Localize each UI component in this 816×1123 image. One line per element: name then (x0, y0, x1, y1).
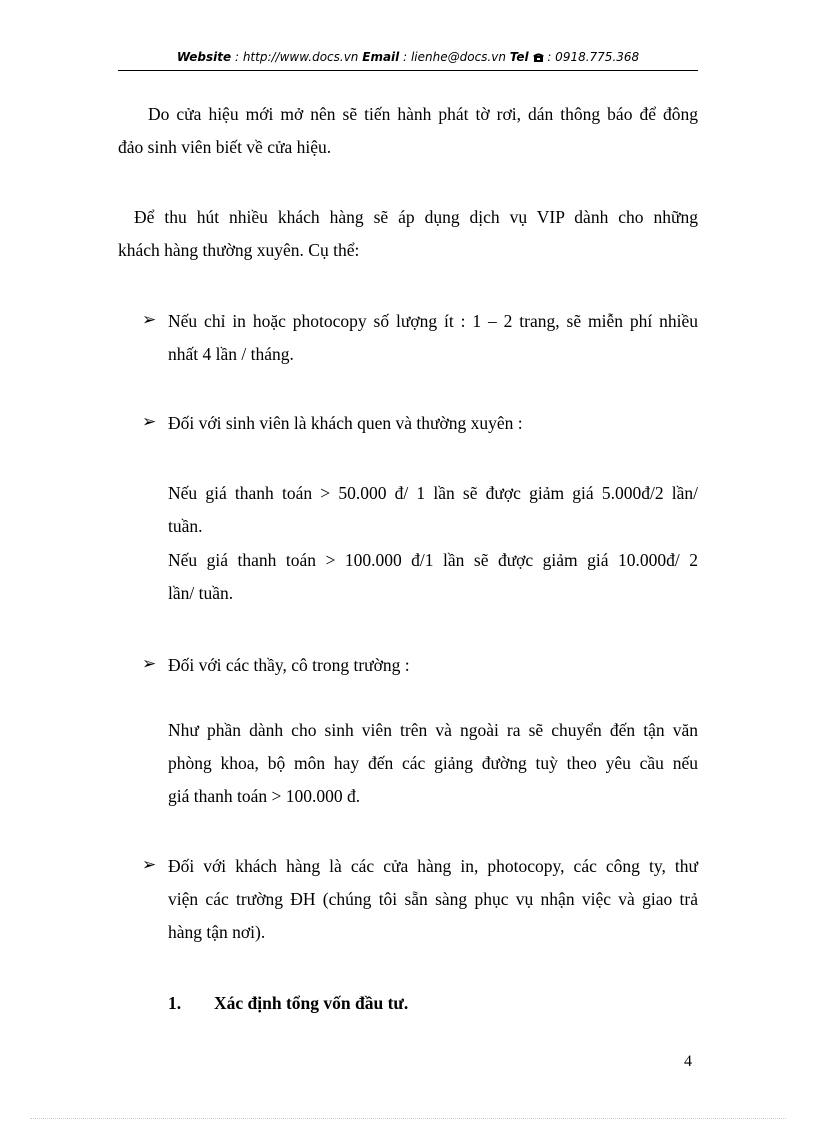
text-line: tuần. (168, 516, 203, 536)
bullet-arrow-icon: ➢ (142, 310, 157, 329)
text-line: Đối với các thầy, cô trong trường : (168, 655, 410, 675)
text-line: hàng tận nơi). (168, 922, 266, 942)
text-line: khách hàng thường xuyên. Cụ thể: (118, 240, 360, 260)
section-number: 1. (168, 993, 182, 1013)
page-bottom-border (30, 1118, 786, 1119)
email-value: : lienhe@docs.vn (403, 50, 506, 64)
text-line: Để thu hút nhiều khách hàng sẽ áp dụng dịch vụ VIP dành cho những (134, 207, 698, 227)
bullet-arrow-icon: ➢ (142, 654, 157, 673)
text-line: Đối với sinh viên là khách quen và thường xuyên : (168, 413, 523, 433)
text-line: giá thanh toán > 100.000 đ. (168, 786, 361, 806)
website-value: : http://www.docs.vn (234, 50, 359, 64)
text-line: Do cửa hiệu mới mở nên sẽ tiến hành phát tờ rơi, dán thông báo để đông (148, 104, 698, 124)
text-line: Nếu giá thanh toán > 100.000 đ/1 lần sẽ được giảm giá 10.000đ/ 2 (168, 550, 698, 570)
tel-label: Tel (509, 50, 529, 64)
text-line: Đối với khách hàng là các cửa hàng in, photocopy, các công ty, thư (168, 856, 698, 876)
bullet-item-students (168, 407, 698, 440)
text-line: viện các trường ĐH (chúng tôi sẵn sàng phục vụ nhận việc và giao trả (168, 889, 698, 909)
page-number: 4 (684, 1053, 692, 1070)
paragraph-vip (118, 201, 698, 267)
paragraph-flyers (118, 98, 698, 164)
section-heading: Xác định tổng vốn đầu tư. (214, 993, 409, 1013)
teachers-detail (168, 714, 698, 813)
text-line: nhất 4 lần / tháng. (168, 344, 294, 364)
bullet-item-businesses (168, 850, 698, 949)
bullet-item-photocopy (168, 305, 698, 371)
bullet-arrow-icon: ➢ (142, 412, 157, 431)
bullet-arrow-icon: ➢ (142, 855, 157, 874)
text-line: phòng khoa, bộ môn hay đến các giảng đường tuỳ theo yêu cầu nếu (168, 753, 698, 773)
text-line: đảo sinh viên biết về cửa hiệu. (118, 137, 332, 157)
tel-value: : 0918.775.368 (547, 50, 640, 64)
text-line: lần/ tuần. (168, 583, 234, 603)
text-line: Nếu giá thanh toán > 50.000 đ/ 1 lần sẽ được giảm giá 5.000đ/2 lần/ (168, 483, 698, 503)
phone-icon (533, 51, 544, 61)
text-line: Như phần dành cho sinh viên trên và ngoài ra sẽ chuyển đến tận văn (168, 720, 698, 740)
header-divider (118, 70, 698, 71)
bullet-item-teachers (168, 649, 698, 682)
page-header (118, 50, 698, 64)
website-label: Website (176, 50, 232, 64)
discount-rule-50k (168, 477, 698, 543)
email-label: Email (362, 50, 400, 64)
text-line: Nếu chỉ in hoặc photocopy số lượng ít : 1 – 2 trang, sẽ miễn phí nhiều (168, 311, 698, 331)
discount-rule-100k (168, 544, 698, 610)
